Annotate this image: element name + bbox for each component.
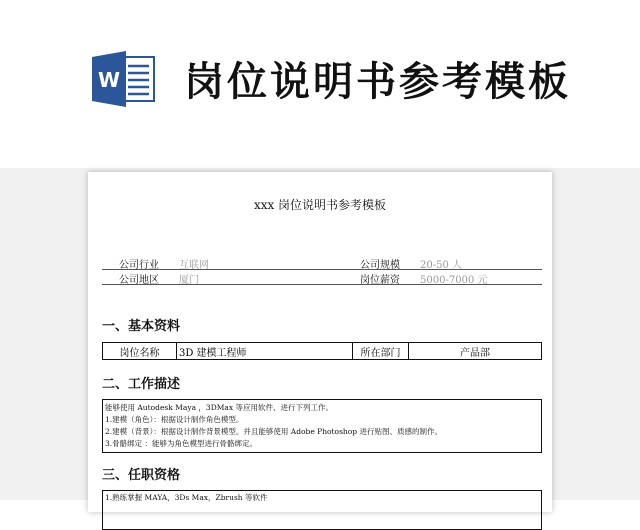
scale-label: 公司规模: [360, 260, 400, 271]
department-value: 产品部: [460, 347, 490, 359]
industry-label: 公司行业: [119, 260, 159, 271]
word-icon: [92, 51, 158, 107]
work-description-line: 能够使用 Autodesk Maya ，3DMax 等应用软件、进行下列工作。: [105, 403, 333, 412]
section-heading-work: 二、工作描述: [102, 377, 181, 392]
region-value: 厦门: [179, 275, 199, 286]
info-divider: [102, 269, 542, 270]
position-value: 3D 建模工程师: [177, 343, 353, 359]
info-divider: [102, 284, 542, 285]
document-page: [88, 172, 552, 512]
header: [0, 0, 640, 168]
section-heading-basic: 一、基本资料: [102, 319, 181, 334]
word-icon-letter: W: [97, 68, 121, 92]
basic-info-table: [102, 342, 542, 360]
region-label: 公司地区: [119, 275, 159, 286]
requirements-box: [102, 490, 542, 530]
department-label: 所在部门: [353, 343, 409, 359]
work-description-box: [102, 399, 542, 453]
page-title: 岗位说明书参考模板: [184, 59, 571, 105]
salary-label: 岗位薪资: [360, 275, 400, 286]
industry-value: 互联网: [179, 260, 209, 271]
salary-value: 5000-7000 元: [420, 275, 488, 286]
section-heading-requirements: 三、任职资格: [102, 468, 181, 483]
work-description-line: 1.建模（角色）：根据设计制作角色模型。: [105, 415, 244, 424]
work-description-line: 2.建模（背景）：根据设计制作背景模型。并且能够使用 Adobe Photoshop 进行贴图、质感的制作。: [105, 427, 442, 436]
scale-value: 20-50 人: [420, 260, 463, 271]
document-title: xxx 岗位说明书参考模板: [253, 198, 387, 212]
requirements-line: 1.熟练掌握 MAYA，3Ds Max，Zbrush 等软件: [105, 493, 268, 502]
position-label: 岗位名称: [103, 343, 177, 359]
work-description-line: 3.骨骼绑定 ：能够为角色模型进行骨骼绑定。: [105, 439, 258, 448]
